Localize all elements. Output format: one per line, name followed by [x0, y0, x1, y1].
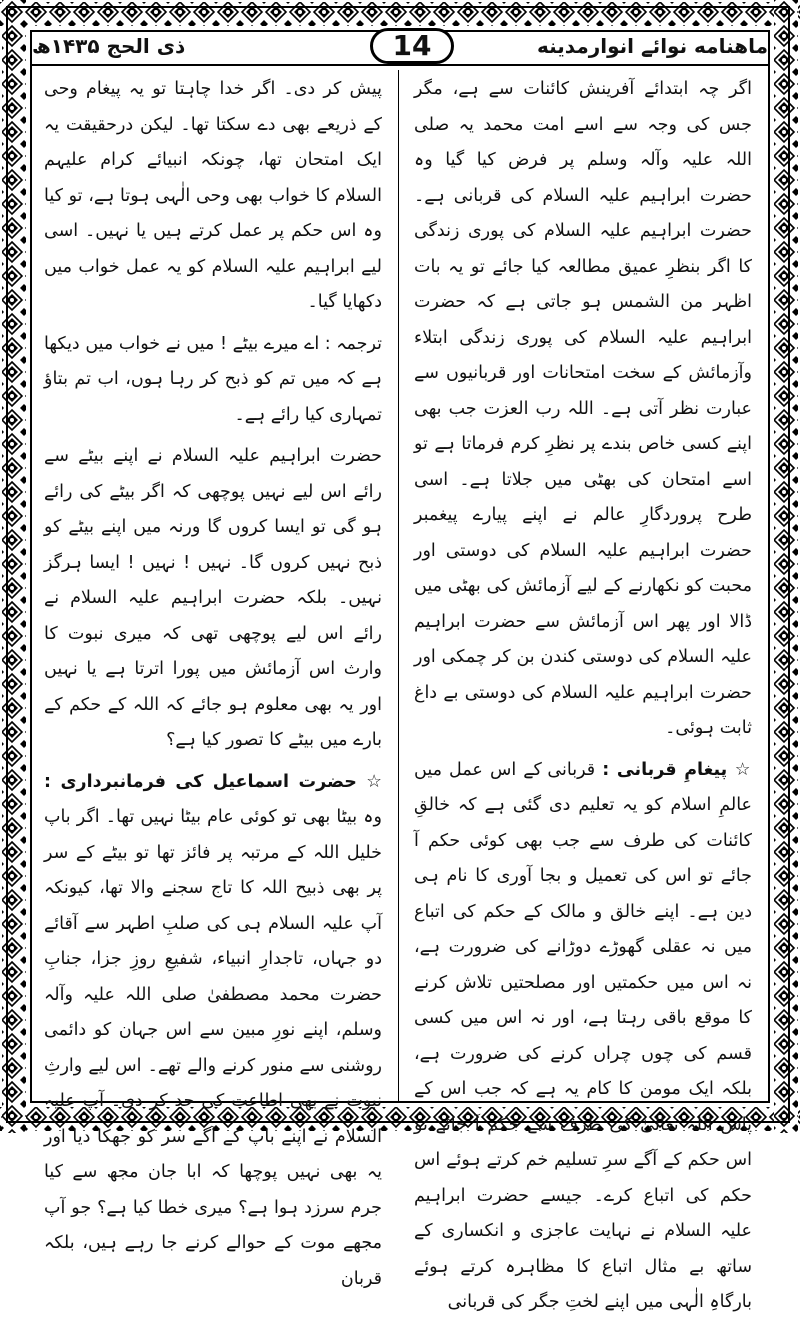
- magazine-title: ماهنامه نوائے انوارمدینه: [536, 34, 768, 58]
- column-divider: [398, 70, 399, 1102]
- paragraph: ترجمہ : اے میرے بیٹے ! میں نے خواب میں دیکھا ہے کہ میں تم کو ذبح کر رہا ہوں، اب تم بتاؤ تمہاری کیا رائے ہے۔: [44, 333, 382, 425]
- section-heading: ☆ حضرت اسماعیل کی فرمانبرداری :: [44, 771, 382, 792]
- page-number: 14: [370, 28, 454, 64]
- paragraph-text: وہ بیٹا بھی تو کوئی عام بیٹا نہیں تھا۔ اگر باپ خلیل اللہ کے مرتبہ پر فائز تھا تو بیٹے کے سر پر بھی ذبیح اللہ کا تاج سجنے والا تھا، کیونکہ آپ علیہ السلام ہی کی صلبِ اطہر سے آقائے دو جہاں، تاجدارِ انبیاء، شفیعِ روزِ جزا، جنابِ حضرت محمد مصطفیٰ صلی اللہ علیہ وآلہ وسلم، اپنے نورِ مبین سے اس جہان کو دائمی روشنی سے منور کرنے والے تھے۔ اس لیے وارثِ نبوت نے بھی اطاعت کی حد کر دی۔ آپ علیہ السلام نے اپنے باپ کے آگے سر کو جھکا دیا اور یہ بھی نہیں پوچھا کہ ابا جان مجھ سے کیا جرم سرزد ہوا ہے؟ میری خطا کیا ہے؟ جو آپ مجھے موت کے حوالے کرنے جا رہے ہیں، بلکہ قربان: [44, 807, 382, 1289]
- header-divider: [32, 64, 768, 66]
- issue-date: ذی الحج ۱۴۳۵ھ: [32, 34, 186, 58]
- paragraph: [414, 753, 752, 1321]
- paragraph: پیش کر دی۔ اگر خدا چاہتا تو یہ پیغام وحی کے ذریعے بھی دے سکتا تھا۔ لیکن درحقیقت یہ ایک امتحان تھا، چونکہ انبیائے کرام علیہم السلام کا خواب بھی وحی الٰہی ہوتا ہے، تو کیا وہ اس حکم پر عمل کرتے ہیں یا نہیں۔ اسی لیے ابراہیم علیہ السلام کو یہ عمل خواب میں دکھایا گیا۔: [44, 79, 382, 312]
- left-column: [44, 72, 382, 1289]
- paragraph: اگر چہ ابتدائے آفرینش کائنات سے ہے، مگر جس کی وجہ سے اسے امت محمد یہ صلی اللہ علیہ وآلہ وسلم پر فرض کیا گیا وہ حضرت ابراہیم علیہ السلام کی قربانی ہے۔ حضرت ابراہیم علیہ السلام کی پوری زندگی کا اگر بنظرِ عمیق مطالعہ کیا جائے تو یہ بات اظہر من الشمس ہو جاتی ہے کہ حضرت ابراہیم علیہ السلام کی پوری زندگی ابتلاء وآزمائش کے سخت امتحانات اور قربانیوں سے عبارت نظر آتی ہے۔ اللہ رب العزت جب بھی اپنے کسی خاص بندے پر نظرِ کرم فرماتا ہے تو اسے امتحان کی بھٹی میں جلاتا ہے۔ اسی طرح پروردگارِ عالم نے اپنے پیارے پیغمبر حضرت ابراہیم علیہ السلام کی دوستی اور محبت کو نکھارنے کے لیے آزمائش کی بھٹی میں ڈالا اور پھر اس آزمائش سے حضرت ابراہیم علیہ السلام کی دوستی کندن بن کر چمکی اور حضرت ابراہیم علیہ السلام کی دوستی بے داغ ثابت ہوئی۔: [414, 79, 752, 738]
- paragraph: حضرت ابراہیم علیہ السلام نے اپنے بیٹے سے رائے اس لیے نہیں پوچھی کہ اگر بیٹے کی رائے ہو گی تو ایسا کروں گا ورنہ میں اپنے بیٹے کو ذبح نہیں کروں گا۔ نہیں ! نہیں ! ایسا ہرگز نہیں۔ بلکہ حضرت ابراہیم علیہ السلام نے رائے اس لیے پوچھی تھی کہ میری نبوت کا وارث اس آزمائش میں پورا اترتا ہے یا نہیں اور یہ بھی معلوم ہو جائے کہ اللہ کے حکم کے بارے میں بیٹے کا تصور کیا ہے؟: [44, 446, 382, 750]
- paragraph: [44, 765, 382, 1298]
- right-column: [414, 72, 753, 1312]
- section-heading: ☆ پیغامِ قربانی :: [602, 759, 753, 780]
- page-header: [32, 29, 768, 62]
- paragraph-text: قربانی کے اس عمل میں عالمِ اسلام کو یہ تعلیم دی گئی ہے کہ خالقِ کائنات کی طرف سے جب بھی کوئی حکم آ جائے تو اس کی تعمیل و بجا آوری کا نام ہی دین ہے۔ اپنے خالق و مالک کے حکم کی اتباع میں نہ عقلی گھوڑے دوڑانے کی ضرورت ہے، نہ اس میں حکمتیں اور مصلحتیں تلاش کرنے کا موقع باقی رہتا ہے، اور نہ اس میں کسی قسم کی چوں چراں کرنے کی ضرورت ہے، بلکہ ایک مومن کا کام یہ ہے کہ جب اس کے پاس اللہ تعالیٰ کی طرف سے حکم آ جائے تو اس حکم کے آگے سرِ تسلیم خم کرتے ہوئے اس حکم کی اتباع کرے۔ جیسے حضرت ابراہیم علیہ السلام نے نہایت عاجزی و انکساری کے ساتھ بے مثال اتباع کا مظاہرہ کرتے ہوئے بارگاہِ الٰہی میں اپنے لختِ جگر کی قربانی: [414, 759, 752, 1312]
